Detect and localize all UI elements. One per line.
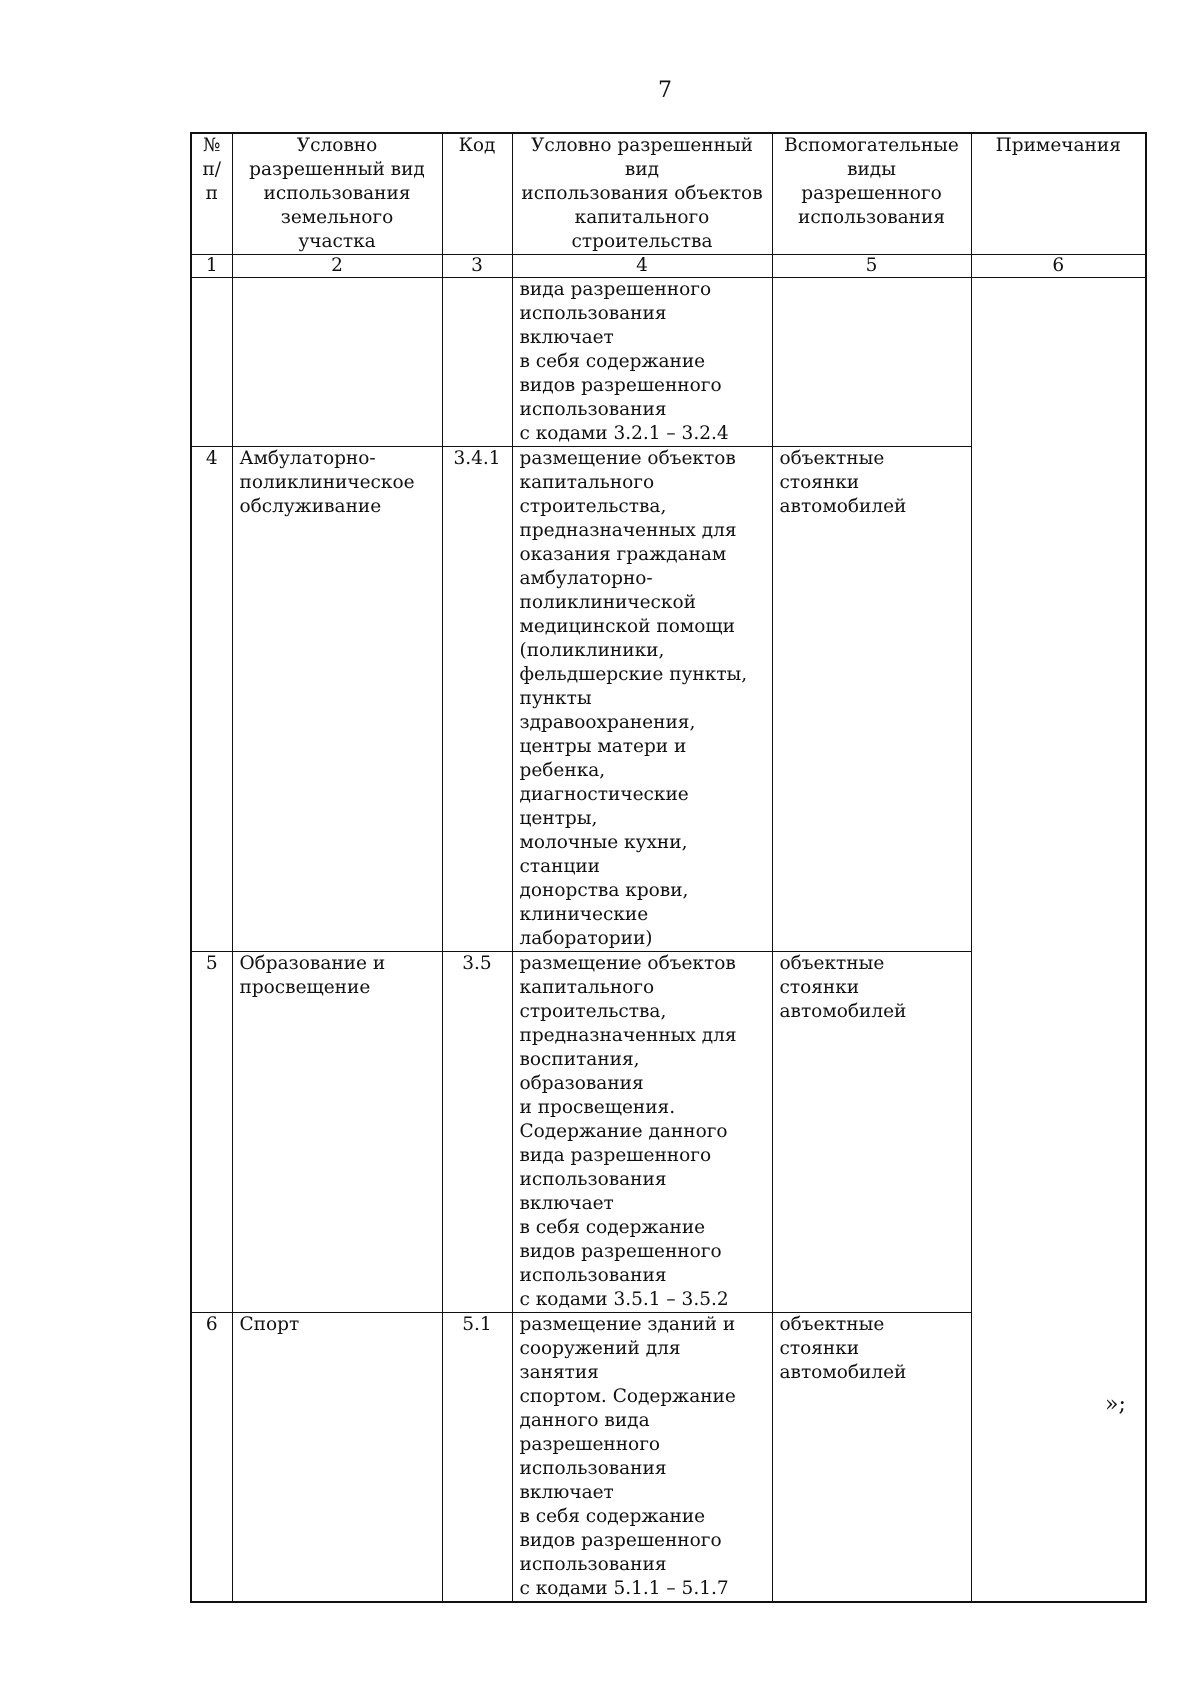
code-cell: 3.5 [442,952,512,1313]
page-number: 7 [658,78,672,103]
code-cell: 3.4.1 [442,447,512,952]
row-number: 5 [191,952,232,1313]
column-number: 6 [971,255,1146,278]
capital-use-cell: размещение зданий и сооружений для занятия спортом. Содержание данного вида разрешенного использования включает в себя содержание видов разрешенного использования с кодами 5.1.1 – 5.1.7 [512,1313,772,1603]
column-number: 3 [442,255,512,278]
header-code: Код [442,133,512,255]
auxiliary-cell: объектные стоянки автомобилей [772,952,971,1313]
header-land-use: Условно разрешенный вид использования земельного участка [232,133,442,255]
auxiliary-cell: объектные стоянки автомобилей [772,447,971,952]
column-number: 2 [232,255,442,278]
auxiliary-cell [772,278,971,447]
column-number-row [191,255,1146,278]
auxiliary-cell: объектные стоянки автомобилей [772,1313,971,1603]
column-number: 5 [772,255,971,278]
row-number [191,278,232,447]
code-cell: 5.1 [442,1313,512,1603]
header-number: № п/п [191,133,232,255]
table-row [191,278,1146,447]
code-cell [442,278,512,447]
row-number: 4 [191,447,232,952]
land-use-cell: Спорт [232,1313,442,1603]
land-use-cell: Образование и просвещение [232,952,442,1313]
capital-use-cell: размещение объектов капитального строительства, предназначенных для воспитания, образования и просвещения. Содержание данного вида разрешенного использования включает в себя содержание видов разрешенного использования с кодами 3.5.1 – 3.5.2 [512,952,772,1313]
table-header-row [191,133,1146,255]
land-use-cell: Амбулаторно- поликлиническое обслуживание [232,447,442,952]
capital-use-cell: вида разрешенного использования включает в себя содержание видов разрешенного использования с кодами 3.2.1 – 3.2.4 [512,278,772,447]
closing-quote-mark: »; [1105,1392,1126,1417]
header-auxiliary: Вспомогательные виды разрешенного использования [772,133,971,255]
capital-use-cell: размещение объектов капитального строительства, предназначенных для оказания гражданам амбулаторно- поликлинической медицинской помощи (поликлиники, фельдшерские пункты, пункты здравоохранения, центры матери и ребенка, диагностические центры, молочные кухни, станции донорства крови, клинические лаборатории) [512,447,772,952]
land-use-table [190,132,1147,1603]
land-use-cell [232,278,442,447]
column-number: 1 [191,255,232,278]
header-capital-use: Условно разрешенный вид использования объектов капитального строительства [512,133,772,255]
row-number: 6 [191,1313,232,1603]
header-notes: Примечания [971,133,1146,255]
column-number: 4 [512,255,772,278]
